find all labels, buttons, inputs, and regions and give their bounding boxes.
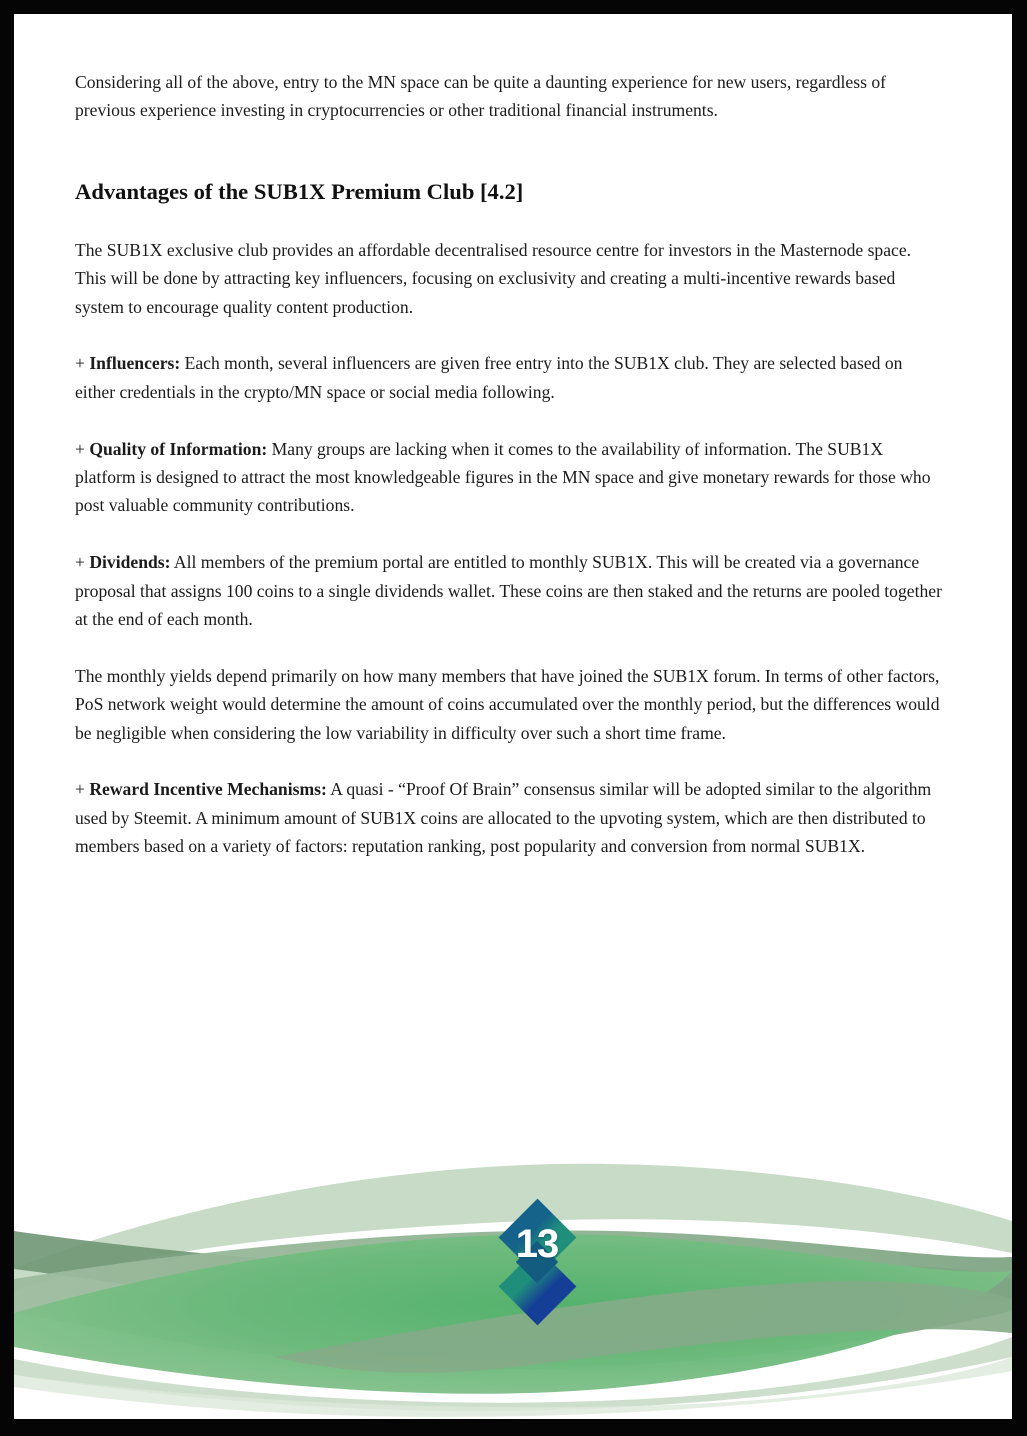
page-number: 13 — [515, 1222, 559, 1266]
paragraph-intro: Considering all of the above, entry to the MN space can be quite a daunting experience for new users, regardless of previous experience investing in cryptocurrencies or other traditional financial instruments. — [75, 72, 886, 121]
document-body — [75, 68, 943, 889]
dividends-label: Dividends: — [89, 552, 171, 573]
bullet-plus: + — [75, 438, 90, 459]
section-heading: Advantages of the SUB1X Premium Club [4.2] — [75, 178, 524, 204]
reward-text: A quasi - “Proof Of Brain” consensus similar will be adopted similar to the algorithm used by Steemit. A minimum amount of SUB1X coins are allocated to the upvoting system, which are then distributed to members based on a variety of factors: reputation ranking, post popularity and conversion from normal SUB1X. — [75, 779, 932, 857]
reward-label: Reward Incentive Mechanisms: — [89, 779, 327, 800]
paragraph-quality — [75, 435, 943, 520]
influencers-label: Influencers: — [89, 353, 181, 374]
dividends-text: All members of the premium portal are entitled to monthly SUB1X. This will be created via a governance proposal that assigns 100 coins to a single dividends wallet. These coins are then staked and the returns are pooled together at the end of each month. — [75, 552, 942, 630]
quality-text: Many groups are lacking when it comes to the availability of information. The SUB1X platform is designed to attract the most knowledgeable figures in the MN space and give monetary rewards for those who post valuable community contributions. — [75, 438, 931, 516]
influencers-text: Each month, several influencers are given free entry into the SUB1X club. They are selected based on either credentials in the crypto/MN space or social media following. — [75, 353, 903, 402]
paragraph-yields: The monthly yields depend primarily on how many members that have joined the SUB1X forum. In terms of other factors, PoS network weight would determine the amount of coins accumulated over the monthly period, but the differences would be negligible when considering the low variability in difficulty over such a short time frame. — [75, 665, 940, 743]
bullet-plus: + — [75, 552, 90, 573]
paragraph-influencers — [75, 349, 943, 406]
bullet-plus: + — [75, 353, 90, 374]
document-page — [14, 14, 1012, 1419]
paragraph-reward — [75, 775, 943, 860]
quality-label: Quality of Information: — [89, 438, 268, 459]
paragraph-club-overview: The SUB1X exclusive club provides an affordable decentralised resource centre for investors in the Masternode space. This will be done by attracting key influencers, focusing on exclusivity and creating a multi-incentive rewards based system to encourage quality content production. — [75, 239, 912, 317]
bullet-plus: + — [75, 779, 90, 800]
paragraph-dividends — [75, 548, 943, 633]
